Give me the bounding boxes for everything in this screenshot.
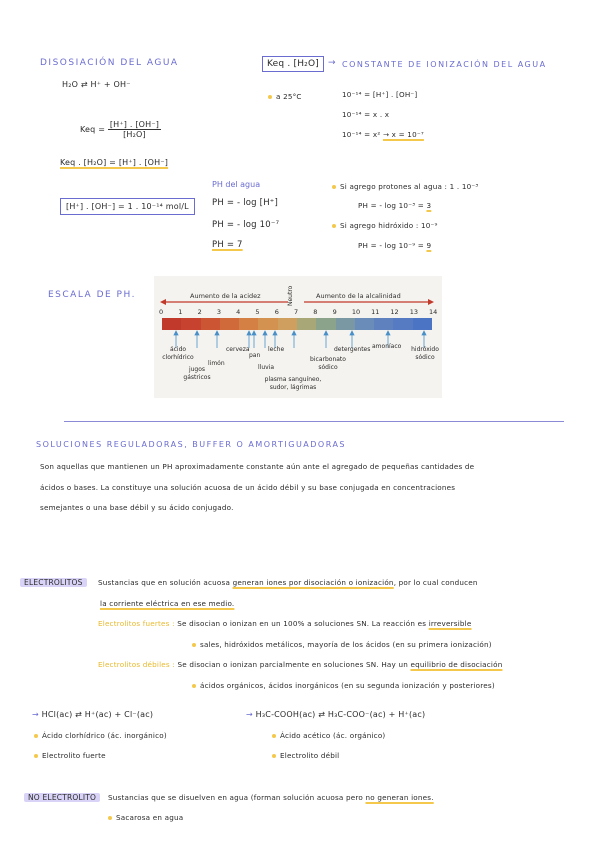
ph-tick-6: 6 <box>274 308 279 316</box>
ph-segment-10 <box>355 318 374 330</box>
electrolytes-def-2: la corriente eléctrica en ese medio. <box>100 599 235 608</box>
keq-product: Keq . [H₂O] = [H⁺] . [OH⁻] <box>60 158 169 167</box>
example-1-bullet-1-text: Ácido clorhídrico (ác. inorgánico) <box>42 731 167 740</box>
ph-water-result: PH = 7 <box>212 240 243 250</box>
strong-text: Se disocian o ionizan en un 100% a soluciones SN. La reacción es <box>177 619 427 628</box>
label-hydrochloric-acid: ácido clorhídrico <box>162 346 194 361</box>
label-lemon: limón <box>208 360 225 367</box>
ph-tick-14: 14 <box>429 308 438 316</box>
neutral-label: Neutro <box>287 285 294 306</box>
example-1-equation <box>32 710 153 719</box>
bullet-icon <box>108 816 112 820</box>
bullet-icon <box>192 643 196 647</box>
example-2-bullet-1-text: Ácido acético (ác. orgánico) <box>280 731 386 740</box>
label-beer: cerveza <box>226 346 250 353</box>
ph-tick-13: 13 <box>409 308 418 316</box>
ph-tick-10: 10 <box>351 308 361 316</box>
ph-segment-11 <box>374 318 393 330</box>
ph-scale-title: ESCALA DE PH. <box>48 290 136 300</box>
buffers-line-1: Son aquellas que mantienen un PH aproximadamente constante aún ante el agregado de pequeñas cantidades de <box>40 462 475 471</box>
ph-water-title: PH del agua <box>212 180 261 189</box>
ph-segment-12 <box>393 318 412 330</box>
ph-segment-2 <box>201 318 220 330</box>
electrolytes-def-1 <box>98 578 478 587</box>
ph-case-2-result <box>358 241 431 250</box>
non-electrolyte-def <box>108 793 434 802</box>
ph-case-1-result <box>358 201 431 210</box>
ph-case-2-formula: PH = - log 10⁻⁹ = <box>358 241 424 250</box>
example-1-bullet-2 <box>34 751 106 760</box>
arrow-right-icon: → <box>328 58 336 68</box>
ph-case-1-value: 3 <box>426 201 432 210</box>
strong-examples-text: sales, hidróxidos metálicos, mayoría de los ácidos (en su primera ionización) <box>200 640 492 649</box>
ph-segment-5 <box>258 318 277 330</box>
ph-segment-13 <box>413 318 432 330</box>
label-rain: lluvia <box>258 364 275 371</box>
label-bread: pan <box>249 352 261 359</box>
non-electrolyte-label: NO ELECTROLITO <box>24 793 100 802</box>
ph-case-2-text: Si agrego hidróxido : 10⁻⁹ <box>340 221 438 230</box>
buffers-title: SOLUCIONES REGULADORAS, BUFFER O AMORTIGUADORAS <box>36 440 347 449</box>
dissociation-title: DISOSIACIÓN DEL AGUA <box>40 58 179 68</box>
weak-examples-text: ácidos orgánicos, ácidos inorgánicos (en su segunda ionización y posteriores) <box>200 681 495 690</box>
example-1-bullet-2-text: Electrolito fuerte <box>42 751 106 760</box>
strong-examples <box>192 640 492 649</box>
bullet-icon <box>34 734 38 738</box>
keq-numerator: [H⁺] . [OH⁻] <box>109 120 160 129</box>
keq-formula <box>80 120 161 139</box>
arrow-right-icon: → <box>32 710 42 719</box>
bullet-icon <box>192 684 196 688</box>
buffers-line-3: semejantes o una base débil y su ácido conjugado. <box>40 503 234 512</box>
alkaline-increase-label: Aumento de la alcalinidad <box>316 292 401 300</box>
bullet-icon <box>34 754 38 758</box>
ion-product-box: [H⁺] . [OH⁻] = 1 . 10⁻¹⁴ mol/L <box>60 198 195 215</box>
ionization-title: CONSTANTE DE IONIZACIÓN DEL AGUA <box>342 60 547 69</box>
ph-tick-12: 12 <box>390 308 399 316</box>
label-sodium-bicarbonate: bicarbonato sódico <box>310 356 346 371</box>
example-2-equation <box>246 710 425 719</box>
ph-tick-0: 0 <box>159 308 164 316</box>
ionization-line-3 <box>342 130 424 139</box>
non-electrolyte-example-text: Sacarosa en agua <box>116 813 184 822</box>
ph-segment-6 <box>278 318 297 330</box>
ph-segment-1 <box>181 318 200 330</box>
label-ammonia: amoníaco <box>372 343 402 350</box>
ph-tick-11: 11 <box>371 308 380 316</box>
acid-increase-label: Aumento de la acidez <box>190 292 261 300</box>
bullet-icon <box>272 754 276 758</box>
ph-tick-5: 5 <box>255 308 260 316</box>
weak-equilibrium: equilibrio de disociación <box>410 660 503 669</box>
label-blood-plasma: plasma sanguíneo, sudor, lágrimas <box>264 376 322 391</box>
non-electrolyte-example <box>108 813 183 822</box>
ph-tick-4: 4 <box>236 308 241 316</box>
ph-tick-1: 1 <box>178 308 183 316</box>
ph-case-1 <box>332 182 479 191</box>
weak-electrolytes <box>98 660 502 669</box>
weak-text: Se disocian o ionizan parcialmente en soluciones SN. Hay un <box>177 660 408 669</box>
strong-electrolytes <box>98 619 472 628</box>
ph-segment-7 <box>297 318 316 330</box>
ph-case-1-text: Si agrego protones al agua : 1 . 10⁻³ <box>340 182 479 191</box>
ph-segment-9 <box>336 318 355 330</box>
example-1-bullet-1 <box>34 731 167 740</box>
keq-denominator: [H₂O] <box>123 130 146 139</box>
ph-color-bar <box>162 318 432 330</box>
example-2-bullet-2-text: Electrolito débil <box>280 751 340 760</box>
ionization-result: → x = 10⁻⁷ <box>382 130 424 139</box>
bullet-icon <box>268 95 272 99</box>
ph-segment-0 <box>162 318 181 330</box>
temperature-note <box>268 92 302 101</box>
ph-tick-2: 2 <box>197 308 202 316</box>
ph-tick-7: 7 <box>294 308 299 316</box>
strong-label: Electrolitos fuertes : <box>98 619 175 628</box>
keq-label: Keq = <box>80 125 106 134</box>
electrolytes-def-1c: , por lo cual conducen <box>393 578 478 587</box>
ph-segment-4 <box>239 318 258 330</box>
keq-box: Keq . [H₂O] <box>262 56 324 72</box>
label-milk: leche <box>268 346 285 353</box>
keq-fraction <box>108 120 161 139</box>
electrolytes-def-1a: Sustancias que en solución acuosa <box>98 578 231 587</box>
ph-case-1-formula: PH = - log 10⁻³ = <box>358 201 424 210</box>
temperature-text: a 25°C <box>276 92 302 101</box>
ph-tick-labels <box>155 308 439 318</box>
ph-tick-9: 9 <box>332 308 337 316</box>
ph-water-line-1: PH = - log [H⁺] <box>212 198 278 208</box>
non-electrolyte-def-a: Sustancias que se disuelven en agua (forman solución acuosa pero <box>108 793 363 802</box>
electrolytes-def-1b: generan iones por disociación o ionización <box>232 578 394 587</box>
bullet-icon <box>332 224 336 228</box>
ph-tick-3: 3 <box>216 308 221 316</box>
label-detergents: detergentes <box>334 346 371 353</box>
label-sodium-hydroxide: hidróxido sódico <box>411 346 439 361</box>
weak-examples <box>192 681 495 690</box>
bullet-icon <box>332 185 336 189</box>
strong-irreversible: irreversible <box>428 619 472 628</box>
example-1-formula: HCl(ac) ⇄ H⁺(ac) + Cl⁻(ac) <box>41 710 154 719</box>
buffers-line-2: ácidos o bases. La constituye una solución acuosa de un ácido débil y su base conjugada en concentraciones <box>40 483 456 492</box>
ph-segment-8 <box>316 318 335 330</box>
ionization-line-2: 10⁻¹⁴ = x . x <box>342 110 390 119</box>
ionization-line-1: 10⁻¹⁴ = [H⁺] . [OH⁻] <box>342 90 418 99</box>
dissociation-equation: H₂O ⇄ H⁺ + OH⁻ <box>62 80 131 89</box>
ph-tick-8: 8 <box>313 308 318 316</box>
section-divider <box>64 421 564 422</box>
electrolytes-label: ELECTROLITOS <box>20 578 87 587</box>
weak-label: Electrolitos débiles : <box>98 660 175 669</box>
example-2-formula: H₃C-COOH(ac) ⇄ H₃C-COO⁻(ac) + H⁺(ac) <box>255 710 426 719</box>
ph-case-2 <box>332 221 438 230</box>
ph-case-2-value: 9 <box>426 241 432 250</box>
ph-water-line-2: PH = - log 10⁻⁷ <box>212 220 280 230</box>
label-gastric-juice: jugos gástricos <box>183 366 211 381</box>
bullet-icon <box>272 734 276 738</box>
ionization-line-3a: 10⁻¹⁴ = x² <box>342 130 381 139</box>
arrow-right-icon: → <box>246 710 256 719</box>
example-2-bullet-2 <box>272 751 339 760</box>
example-2-bullet-1 <box>272 731 385 740</box>
non-electrolyte-def-b: no generan iones. <box>365 793 434 802</box>
ph-segment-3 <box>220 318 239 330</box>
